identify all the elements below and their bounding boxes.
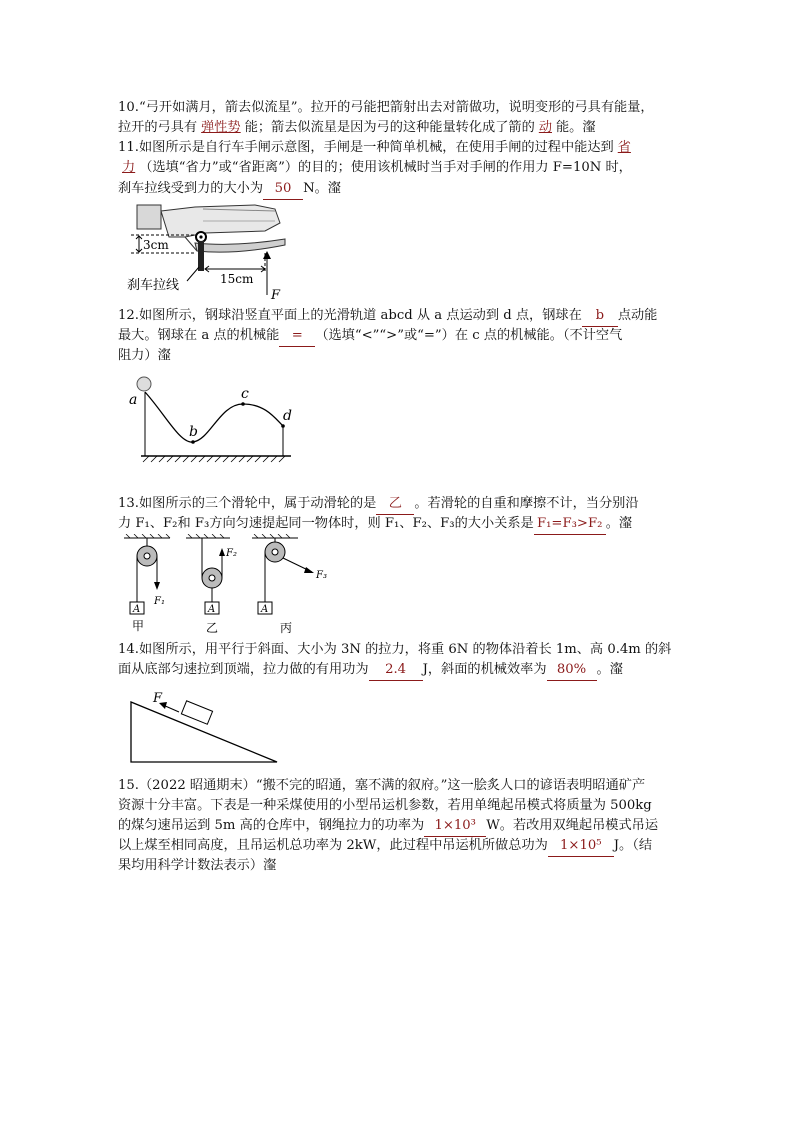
q15-line2: 资源十分丰富。下表是一种采煤使用的小型吊运机参数，若用单绳起吊模式将质量为 500kg	[118, 798, 652, 813]
dimension-15cm: 15cm	[220, 272, 254, 286]
label-yi: 乙	[206, 621, 219, 635]
force-F2: F₂	[226, 548, 237, 559]
dimension-3cm: 3cm	[143, 238, 169, 252]
point-b: b	[189, 424, 198, 440]
q14-answer-2: 80%	[547, 660, 597, 681]
q14-line1: 14.如图所示，用平行于斜面、大小为 3N 的拉力，将重 6N 的物体沿着长 1m、高 0.4m 的斜	[118, 642, 672, 657]
block	[181, 701, 212, 724]
q11-line3: 刹车拉线受到力的大小为 50 N。瀣	[118, 179, 341, 200]
q15-line1: 15.（2022 昭通期末）“搬不完的昭通，塞不满的叙府。”这一脍炙人口的谚语表明昭通矿产	[118, 778, 646, 793]
yi-load-A: A	[208, 604, 216, 615]
bing-load-A: A	[261, 604, 269, 615]
q10-line2: 拉开的弓具有 弹性势 能；箭去似流星是因为弓的这种能量转化成了箭的 动 能。瀣	[118, 120, 596, 135]
steel-ball	[137, 377, 151, 391]
track-figure	[125, 374, 305, 468]
brake-cable-label: 刹车拉线	[127, 278, 180, 293]
pulley-yi	[186, 534, 237, 635]
q10-answer-2: 动	[538, 120, 552, 135]
q12-answer-1: b	[582, 306, 618, 327]
point-a: a	[129, 392, 138, 408]
q13-answer-1: 乙	[376, 494, 414, 515]
label-jia: 甲	[132, 619, 145, 633]
q11-line1: 11.如图所示是自行车手闸示意图，手闸是一种简单机械，在使用手闸的过程中能达到 省	[118, 138, 635, 158]
pulley-bing	[252, 534, 327, 635]
q11-line2: 力 （选填“省力”或“省距离”）的目的；使用该机械时当手对手闸的作用力 F=10N 时，	[118, 158, 632, 178]
q12-line3: 阻力）瀣	[118, 348, 171, 363]
q14-answer-1: 2.4	[369, 660, 423, 681]
q12-line2: 最大。钢球在 a 点的机械能 = （选填“<”“>”或“=”）在 c 点的机械能。（不计空气	[118, 326, 622, 347]
q10-answer-1: 弹性势	[201, 120, 241, 135]
q15-line3: 的煤匀速吊运到 5m 高的仓库中，钢绳拉力的功率为 1×10³ W。若改用双绳起吊模式吊运	[118, 816, 658, 837]
q12-line1: 12.如图所示，钢球沿竖直平面上的光滑轨道 abcd 从 a 点运动到 d 点，钢球在 b 点动能	[118, 306, 657, 327]
hand-brake-figure	[125, 203, 305, 303]
brake-mount	[137, 205, 161, 229]
q11-answer-2: 50	[263, 179, 303, 200]
pulleys-figure	[118, 534, 338, 638]
q11-answer-1a: 省	[617, 140, 631, 155]
point-d: d	[283, 408, 292, 424]
q15-line4: 以上煤至相同高度，且吊运机总功率为 2kW，此过程中吊运机所做总功为 1×10⁵ J。（结	[118, 836, 652, 857]
pulley-jia	[124, 534, 170, 633]
track-curve	[145, 392, 283, 442]
q15-answer-1: 1×10³	[424, 816, 486, 837]
q10-line1: 10.“弓开如满月，箭去似流星”。拉开的弓能把箭射出去对箭做功，说明变形的弓具有能量，	[118, 100, 654, 115]
brake-cable	[198, 241, 204, 271]
force-F1: F₁	[154, 596, 165, 607]
q13-line2: 力 F₁、F₂和 F₃方向匀速提起同一物体时，则 F₁、F₂、F₃的大小关系是 F₁=F₃>F₂ 。瀣	[118, 514, 632, 535]
label-bing: 丙	[280, 621, 293, 635]
q13-answer-2: F₁=F₃>F₂	[534, 514, 606, 535]
jia-load-A: A	[133, 604, 141, 615]
q11-answer-1b: 力	[122, 160, 136, 175]
point-c: c	[241, 386, 249, 402]
force-label-F: F	[271, 288, 281, 303]
q15-answer-2: 1×10⁵	[548, 836, 614, 857]
q15-line5: 果均用科学计数法表示）瀣	[118, 858, 277, 873]
force-F3: F₃	[316, 570, 327, 581]
inclined-plane-figure	[125, 690, 285, 766]
q14-line2: 面从底部匀速拉到顶端，拉力做的有用功为 2.4 J，斜面的机械效率为 80% 。瀣	[118, 660, 623, 681]
q12-answer-2: =	[279, 326, 315, 347]
brake-lever	[195, 239, 285, 252]
force-label-F: F	[153, 691, 163, 706]
q13-line1: 13.如图所示的三个滑轮中，属于动滑轮的是 乙 。若滑轮的自重和摩擦不计，当分别沿	[118, 494, 639, 515]
